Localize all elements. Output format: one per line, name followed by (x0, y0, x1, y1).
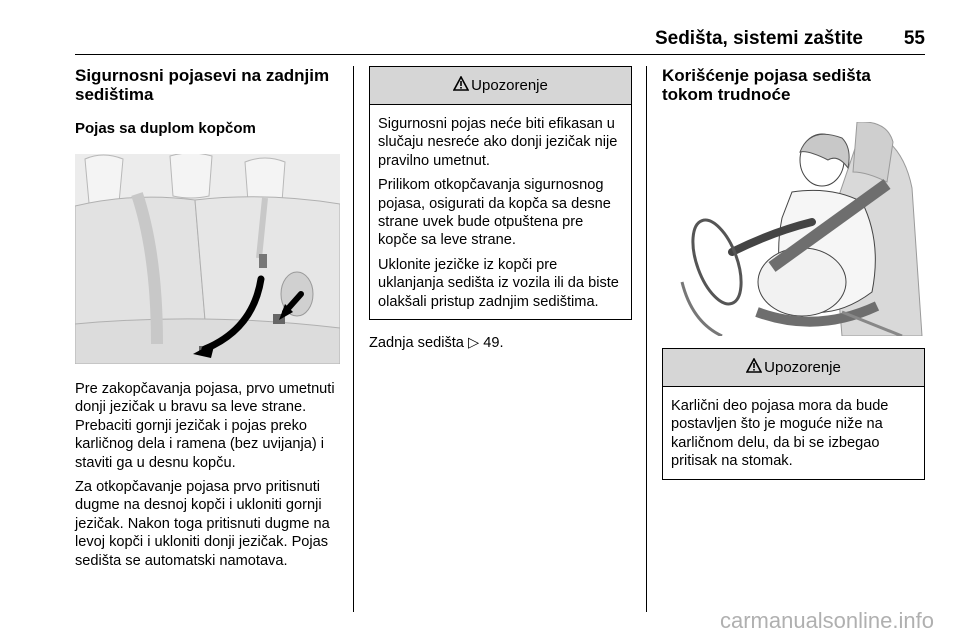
warning-title: Upozorenje (471, 77, 548, 94)
pregnancy-belt-drawing (662, 122, 925, 336)
warning-header (370, 67, 631, 105)
warning-text-3: Uklonite jezičke iz kopči pre uklanjanja sedišta iz vozila ili da biste olakšali pristup zadnjim sedištima. (378, 256, 619, 310)
reference-arrow-icon: ▷ (467, 335, 480, 352)
site-watermark: carmanualsonline.info (719, 608, 934, 633)
warning-box-rear-belts (369, 66, 632, 320)
warning-header-pregnancy (663, 349, 924, 387)
warning-text-1: Sigurnosni pojas neće biti efikasan u slučaju nesreće ako donji jezičak nije pravilno umetnut. (378, 116, 618, 169)
column-middle (369, 66, 632, 352)
warning-body (370, 105, 631, 319)
section-title: Sedišta, sistemi zaštite (654, 28, 863, 49)
column-divider-2 (646, 66, 647, 612)
warning-triangle-icon (453, 76, 469, 95)
page-header (75, 28, 925, 52)
unbuckling-instructions: Za otkopčavanje pojasa prvo pritisnuti dugme na desnoj kopči i ukloniti gornji jezičak. Nakon toga pritisnuti dugme na levoj kopči i ukloniti donji jezičak. Pojas sedišta se automatski namotava. (75, 479, 330, 569)
page-number: 55 (903, 28, 925, 49)
reference-page[interactable]: 49. (483, 335, 504, 352)
reference-text: Zadnja sedišta (369, 335, 464, 352)
rear-seat-belt-illustration (75, 154, 340, 364)
warning-title-pregnancy: Upozorenje (764, 359, 841, 376)
double-buckle-subheading: Pojas sa duplom kopčom (75, 120, 256, 137)
rear-seat-belt-drawing (75, 154, 340, 364)
warning-box-pregnancy (662, 348, 925, 480)
pregnancy-belt-heading: Korišćenje pojasa sedišta tokom trudnoće (662, 66, 871, 104)
column-left (75, 66, 340, 570)
pregnancy-warning-text: Karlični deo pojasa mora da bude postavljen što je moguće niže na karličnom delu, da bi se izbegao pritisak na stomak. (671, 398, 889, 470)
header-divider (75, 54, 925, 55)
buckling-instructions: Pre zakopčavanja pojasa, prvo umetnuti donji jezičak u bravu sa leve strane. Prebaciti gornji jezičak i pojas preko karličnog dela i ramena (bez uvijanja) i staviti ga u desnu kopču. (75, 381, 335, 471)
column-divider-1 (353, 66, 354, 612)
warning-body-pregnancy (663, 387, 924, 479)
warning-text-2: Prilikom otkopčavanja sigurnosnog pojasa, osigurati da kopča sa desne strane uvek bude otpuštena pre kopče sa leve strane. (378, 177, 611, 249)
rear-seat-belts-heading: Sigurnosni pojasevi na zadnjim sedištima (75, 66, 330, 104)
column-right (662, 66, 925, 480)
cross-reference (369, 334, 632, 352)
pregnant-woman-illustration (662, 122, 925, 336)
warning-triangle-icon (746, 358, 762, 377)
